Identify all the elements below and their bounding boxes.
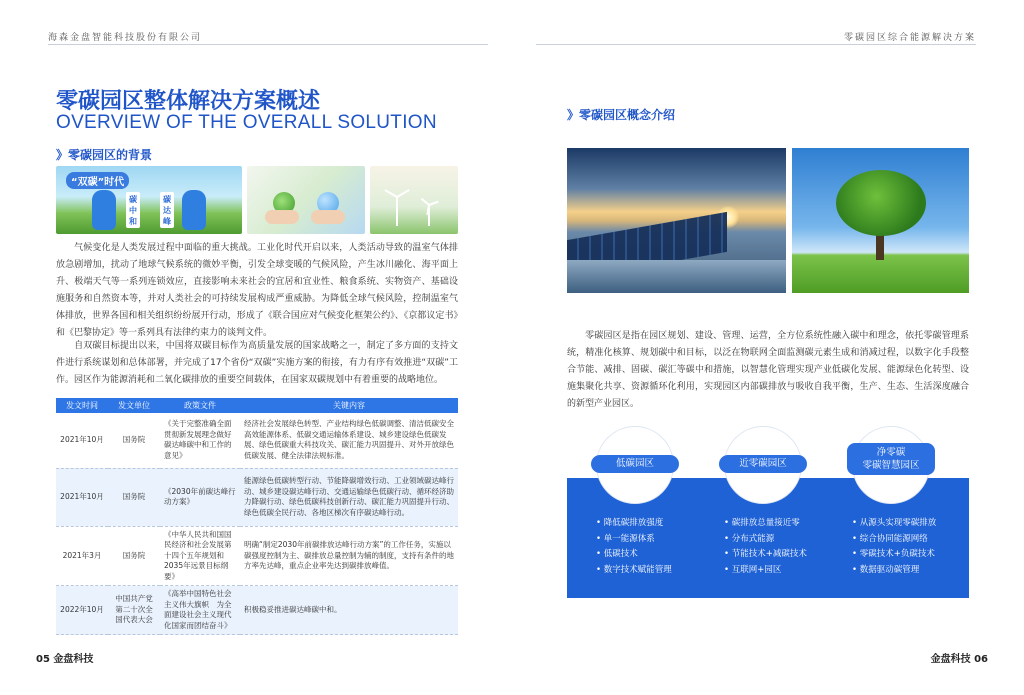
list-item: • 互联网+园区 (724, 563, 807, 579)
card-title-line1: 净零碳 (876, 447, 906, 458)
badge-carbon-neutral: 碳中和 (126, 192, 140, 228)
paragraph-text: 零碳园区是指在园区规划、建设、管理、运营，全方位系统性融入碳中和理念，依托零碳管理系统，精准化核算、规划碳中和目标，以泛在物联网全面监测碳元素生成和消减过程，以数字化手段整合节能、减排、固碳、碳汇等碳中和措施，以智慧化管理实现产业低碳化发展、能源绿色化转型、设施集聚化共享、资源循环化利用，实现园区内部碳排放与吸收自我平衡，生产、生态、生活深度融合的新型产业园区。 (567, 331, 969, 409)
section-title-concept: 》零碳园区概念介绍 (567, 108, 676, 122)
cell-date: 2021年10月 (56, 468, 108, 526)
card-net-zero-circle (852, 426, 930, 504)
turbine-blade (396, 197, 398, 211)
turbine-blade (384, 189, 397, 198)
list-item: • 节能技术+减碳技术 (724, 547, 807, 563)
turbine-blade (421, 198, 430, 206)
card-near-zero-circle (724, 426, 802, 504)
cell-document: 《高举中国特色社会主义伟大旗帜 为全面建设社会主义现代化国家而团结奋斗》 (160, 586, 240, 635)
column-header: 发文单位 (108, 398, 160, 413)
list-item: • 分布式能源 (724, 532, 807, 548)
list-item: • 综合协同能源网络 (852, 532, 936, 548)
header-divider-left (48, 44, 488, 45)
list-item: • 单一能源体系 (596, 532, 672, 548)
card-title-line2: 零碳智慧园区 (862, 460, 920, 471)
background-paragraph-2 (56, 338, 458, 389)
page-number-right: 金盘科技 06 (930, 654, 988, 665)
cell-issuer: 国务院 (108, 413, 160, 468)
tree-crown (836, 170, 926, 236)
list-item: • 低碳技术 (596, 547, 672, 563)
header-company: 海森金盘智能科技股份有限公司 (48, 33, 203, 43)
list-item: • 碳排放总量接近零 (724, 516, 807, 532)
badge-carbon-peak: 碳达峰 (160, 192, 174, 228)
water-reflection (567, 260, 786, 293)
concept-paragraph (567, 328, 969, 413)
header-divider-right (536, 44, 976, 45)
dual-carbon-banner-image (56, 166, 242, 234)
card-near-zero-items (724, 516, 807, 578)
robot-figure-right (182, 190, 206, 230)
card-title (847, 443, 935, 475)
cell-date: 2022年10月 (56, 586, 108, 635)
table-header-row (56, 398, 458, 413)
list-item: • 数据驱动碳管理 (852, 563, 936, 579)
table-row (56, 468, 458, 526)
cell-issuer: 国务院 (108, 468, 160, 526)
tree-field-image (792, 148, 969, 293)
cell-content: 能源绿色低碳转型行动、节能降碳增效行动、工业领域碳达峰行动、城乡建设碳达峰行动、交通运输绿色低碳行动、循环经济助力降碳行动、绿色低碳科技创新行动、碳汇能力巩固提升行动、绿色低碳全民行动、各地区梯次有序碳达峰行动。 (240, 468, 458, 526)
policy-table (56, 398, 458, 635)
column-header: 发文时间 (56, 398, 108, 413)
hand-right (311, 210, 345, 224)
table-row (56, 526, 458, 586)
list-item: • 数字技术赋能管理 (596, 563, 672, 579)
background-paragraph-1 (56, 240, 458, 342)
paragraph-text: 气候变化是人类发展过程中面临的重大挑战。工业化时代开启以来，人类活动导致的温室气体排放急剧增加，扰动了地球气候系统的微妙平衡，引发全球变暖的气候风险，产生冰川融化、海平面上升、极端天气等一系列连锁效应，直接影响未来社会的宜居和宜业性、粮食系统、实物资产、基础设施服务和自然资本等，并对人类社会的可持续发展构成严重威胁。为降低全球气候风险，控制温室气体排放，世界各国和相关组织纷纷展开行动，形成了《联合国应对气候变化框架公约》、《京都议定书》和《巴黎协定》等一系列具有法律约束力的谈判文件。 (56, 243, 458, 338)
cell-document: 《中华人民共和国国民经济和社会发展第十四个五年规划和2035年远景目标纲要》 (160, 526, 240, 586)
card-net-zero-items (852, 516, 936, 578)
header-document-title: 零碳园区综合能源解决方案 (843, 33, 976, 43)
cell-document: 《2030年前碳达峰行动方案》 (160, 468, 240, 526)
cell-content: 明确“制定2030年前碳排放达峰行动方案”的工作任务，实施以碳强度控制为主、碳排放总量控制为辅的制度，支持有条件的地方率先达峰，重点企业率先达到碳排放峰值。 (240, 526, 458, 586)
list-item: • 零碳技术+负碳技术 (852, 547, 936, 563)
cell-document: 《关于完整准确全面贯彻新发展理念做好碳达峰碳中和工作的意见》 (160, 413, 240, 468)
turbine-blade (429, 201, 439, 206)
card-low-carbon-circle (596, 426, 674, 504)
cell-date: 2021年3月 (56, 526, 108, 586)
page-number-left: 05 金盘科技 (36, 654, 94, 665)
banner-label: “双碳”时代 (66, 172, 129, 189)
robot-figure-left (92, 190, 116, 230)
solar-farm-image (567, 148, 786, 293)
hand-left (265, 210, 299, 224)
list-item: • 降低碳排放强度 (596, 516, 672, 532)
card-title: 近零碳园区 (719, 455, 807, 473)
table-row (56, 413, 458, 468)
hands-plant-globe-image (247, 166, 365, 234)
cell-content: 积极稳妥推进碳达峰碳中和。 (240, 586, 458, 635)
cell-content: 经济社会发展绿色转型、产业结构绿色低碳调整、清洁低碳安全高效能源体系、低碳交通运输体系建设、城乡建设绿色低碳发展、绿色低碳重大科技攻关、碳汇能力巩固提升、对外开放绿色低碳发展、健全法律法规标准。 (240, 413, 458, 468)
card-low-carbon-items (596, 516, 672, 578)
cell-issuer: 中国共产党第二十次全国代表大会 (108, 586, 160, 635)
cell-date: 2021年10月 (56, 413, 108, 468)
page-subtitle: OVERVIEW OF THE OVERALL SOLUTION (56, 112, 437, 133)
card-title: 低碳园区 (591, 455, 679, 473)
section-title-background: 》零碳园区的背景 (56, 148, 153, 162)
column-header: 关键内容 (240, 398, 458, 413)
cell-issuer: 国务院 (108, 526, 160, 586)
turbine-blade (397, 189, 410, 198)
table-row (56, 586, 458, 635)
paragraph-text: 自双碳目标提出以来，中国将双碳目标作为高质量发展的国家战略之一，制定了多方面的支持文件进行系统谋划和总体部署，并完成了17个省份“双碳”实施方案的衔接，有力有序有效推进“双碳”工作。园区作为能源消耗和二氧化碳排放的重要空间载体，在国家双碳规划中有着重要的战略地位。 (56, 341, 458, 385)
page-title: 零碳园区整体解决方案概述 (56, 89, 321, 114)
wind-turbine-image (370, 166, 458, 234)
column-header: 政策文件 (160, 398, 240, 413)
list-item: • 从源头实现零碳排放 (852, 516, 936, 532)
